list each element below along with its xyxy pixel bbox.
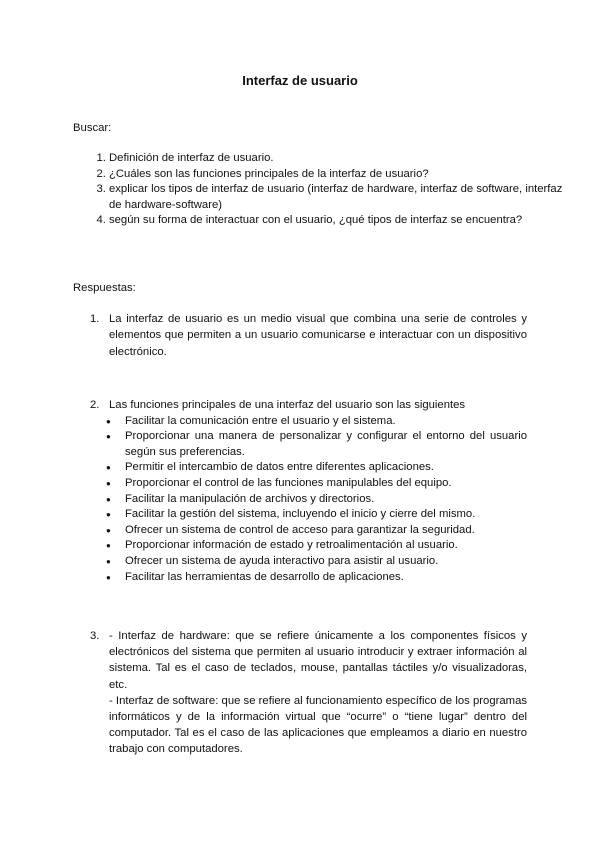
function-item: ● Proporcionar una manera de personalizar y configurar el entorno del usuario según sus preferencias. [125, 429, 527, 460]
buscar-label: Buscar: [73, 122, 112, 134]
questions-list [73, 151, 563, 229]
answer-2-intro: Las funciones principales de una interfaz del usuario son las siguientes [109, 399, 466, 411]
function-item: ● Proporcionar información de estado y retroalimentación al usuario. [125, 538, 527, 554]
question-item: 2. ¿Cuáles son las funciones principales de la interfaz de usuario? [109, 167, 563, 183]
function-item: ● Ofrecer un sistema de ayuda interactivo para asistir al usuario. [125, 554, 527, 570]
function-item: ● Proporcionar el control de las funciones manipulables del equipo. [125, 476, 527, 492]
function-item: ● Permitir el intercambio de datos entre diferentes aplicaciones. [125, 460, 527, 476]
answer-number: 1. [90, 313, 100, 325]
answer-1-text: La interfaz de usuario es un medio visual que combina una serie de controles y elementos que permiten a un usuario comunicarse e interactuar con un dispositivo electrónico. [109, 313, 527, 358]
function-item: ● Facilitar la manipulación de archivos y directorios. [125, 492, 527, 508]
question-item: 3. explicar los tipos de interfaz de usuario (interfaz de hardware, interfaz de software, interfaz de hardware-software) [109, 182, 563, 213]
question-item: 4. según su forma de interactuar con el usuario, ¿qué tipos de interfaz se encuentra? [109, 213, 563, 229]
question-item: 1. Definición de interfaz de usuario. [109, 151, 563, 167]
function-item: ● Facilitar la gestión del sistema, incluyendo el inicio y cierre del mismo. [125, 507, 527, 523]
answer-1 [90, 311, 527, 360]
function-item: ● Facilitar la comunicación entre el usuario y el sistema. [125, 414, 527, 430]
respuestas-label: Respuestas: [73, 282, 136, 294]
answer-3-software: - Interfaz de software: que se refiere al funcionamiento específico de los programas informáticos y de la información virtual que “ocurre” o “tiene lugar” dentro del computador. Tal es el caso de las aplicaciones que empleamos a diario en nuestro trabajo con computadores. [109, 694, 527, 756]
function-item: ● Ofrecer un sistema de control de acceso para garantizar la seguridad. [125, 523, 527, 539]
answer-number: 3. [90, 630, 100, 642]
answer-number: 2. [90, 399, 100, 411]
answer-3 [90, 628, 527, 758]
function-item: ● Facilitar las herramientas de desarrollo de aplicaciones. [125, 570, 527, 586]
functions-list [90, 414, 527, 586]
answer-3-hardware: - Interfaz de hardware: que se refiere únicamente a los componentes físicos y electrónicos del sistema que permiten al usuario introducir y extraer información al sistema. Tal es el caso de teclados, mouse, pantallas táctiles y/o visualizadoras, etc. [109, 630, 527, 691]
answer-2 [90, 398, 527, 585]
document-title: Interfaz de usuario [242, 73, 358, 88]
